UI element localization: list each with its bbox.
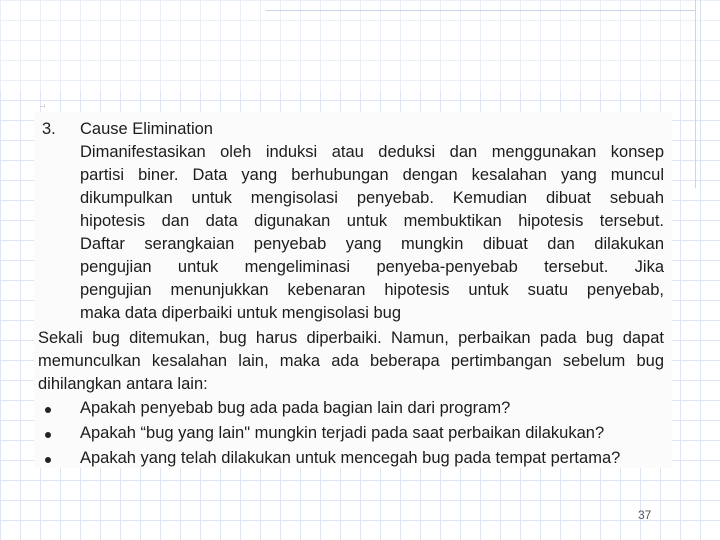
- paragraph-line: pengujian menunjukkan kebenaran hipotesis untuk suatu penyebab,: [80, 281, 664, 299]
- bullet-icon: [45, 407, 51, 413]
- paragraph-line: Dimanifestasikan oleh induksi atau deduksi dan menggunakan konsep: [80, 143, 664, 161]
- paragraph-line: partisi biner. Data yang berhubungan dengan kesalahan yang muncul: [80, 166, 664, 184]
- paragraph-line: Daftar serangkaian penyebab yang mungkin dibuat dan dilakukan: [80, 235, 664, 253]
- bullet-item: Apakah “bug yang lain" mungkin terjadi pada saat perbaikan dilakukan?: [80, 424, 605, 442]
- section-number: 3.: [42, 120, 56, 138]
- summary-line: Sekali bug ditemukan, bug harus diperbaiki. Namun, perbaikan pada bug dapat: [38, 329, 664, 347]
- bullet-item: Apakah penyebab bug ada pada bagian lain dari program?: [80, 399, 511, 417]
- page-number: 37: [638, 508, 652, 522]
- bullet-icon: [45, 457, 51, 463]
- paragraph-line: maka data diperbaiki untuk mengisolasi bug: [80, 304, 402, 322]
- summary-line: dihilangkan antara lain:: [38, 375, 208, 393]
- bullet-icon: [45, 432, 51, 438]
- bullet-item: Apakah yang telah dilakukan untuk mencegah bug pada tempat pertama?: [80, 449, 621, 467]
- summary-line: memunculkan kesalahan lain, maka ada beberapa pertimbangan sebelum bug: [38, 352, 664, 370]
- paragraph-line: pengujian untuk mengeliminasi penyeba-penyebab tersebut. Jika: [80, 258, 664, 276]
- section-heading: Cause Elimination: [80, 120, 213, 138]
- corner-mark: ⁻ⁱ: [40, 104, 45, 112]
- paragraph-line: dikumpulkan untuk mengisolasi penyebab. Kemudian dibuat sebuah: [80, 189, 664, 207]
- paragraph-line: hipotesis dan data digunakan untuk membuktikan hipotesis tersebut.: [80, 212, 664, 230]
